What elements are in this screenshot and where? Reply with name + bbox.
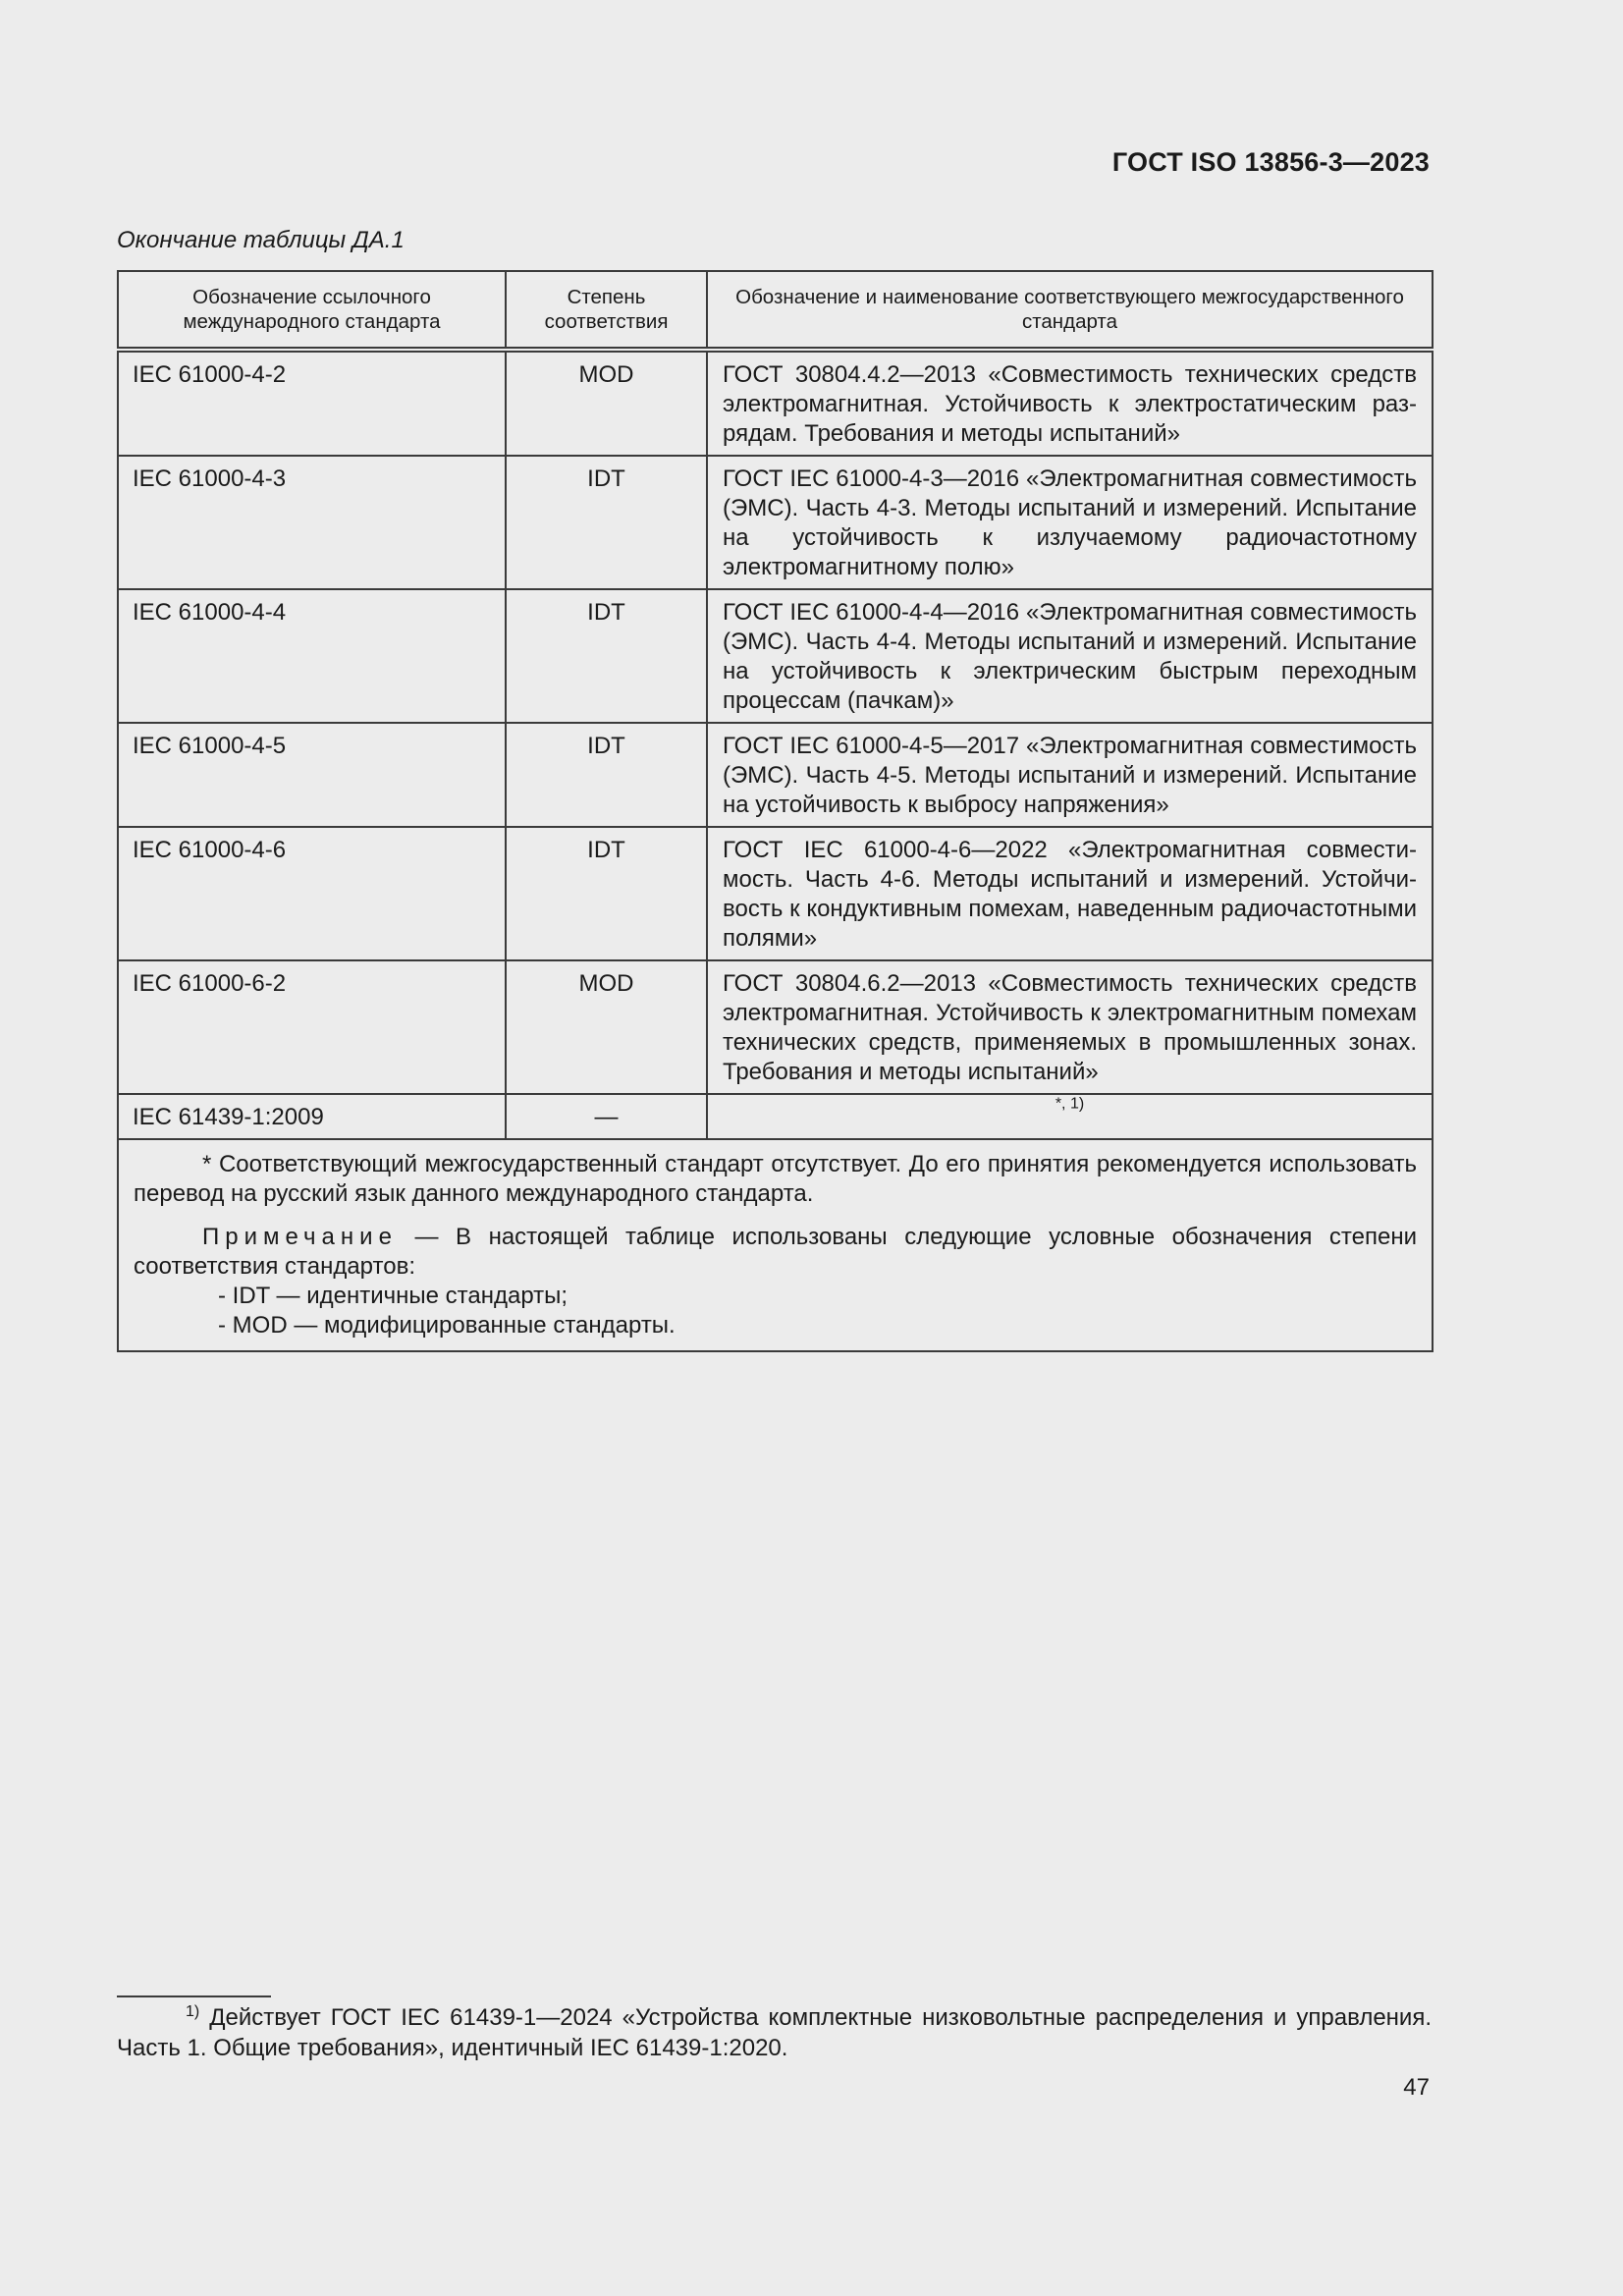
table-notes	[118, 1139, 1433, 1351]
interstate-standard-name: ГОСТ IEC 61000-4-3—2016 «Электромагнитная совместимость (ЭМС). Часть 4-3. Методы испытаний и измерений. Испытание на устойчивость к излучаемому радиочастотному электромагнитному полю»	[707, 456, 1433, 589]
reference-standard-code: IEC 61000-6-2	[118, 960, 506, 1094]
table-header-row	[118, 271, 1433, 350]
reference-standard-code: IEC 61000-4-3	[118, 456, 506, 589]
reference-standard-code: IEC 61000-4-2	[118, 350, 506, 456]
table-row	[118, 1094, 1433, 1139]
table-row	[118, 723, 1433, 827]
note-list-item: - MOD — модифицированные стандарты.	[218, 1312, 676, 1339]
degree-value: IDT	[506, 827, 707, 960]
footnote-text: Действует ГОСТ IEC 61439-1—2024 «Устройства комплектные низковольтные распределения и управления. Часть 1. Общие требования», идентичный IEC 61439-1:2020.	[117, 2004, 1432, 2061]
note-text: — В настоящей таблице использованы следующие условные обозначения степени соответствия стандартов:	[134, 1224, 1417, 1280]
reference-standard-code: IEC 61000-4-5	[118, 723, 506, 827]
note-label: Примечание	[202, 1224, 398, 1250]
column-header-degree: Степень соответствия	[506, 271, 707, 350]
interstate-standard-name: ГОСТ 30804.4.2—2013 «Совместимость технических средств электромагнитная. Устойчивость к электростатическим разрядам. Требования и методы испытаний»	[707, 350, 1433, 456]
reference-standard-code: IEC 61439-1:2009	[118, 1094, 506, 1139]
footnote-marker-cell	[707, 1094, 1433, 1139]
degree-value: MOD	[506, 960, 707, 1094]
footnote	[117, 2002, 1432, 2063]
table-row	[118, 350, 1433, 456]
interstate-standard-name: ГОСТ 30804.6.2—2013 «Совместимость технических средств электромагнитная. Устойчивость к электромагнитным помехам технических средств, применяемых в промышленных зонах. Требования и методы испытаний»	[707, 960, 1433, 1094]
degree-value: IDT	[506, 456, 707, 589]
degree-value: MOD	[506, 350, 707, 456]
interstate-standard-name: ГОСТ IEC 61000-4-5—2017 «Электромагнитная совместимость (ЭМС). Часть 4-5. Методы испытаний и измерений. Испытание на устойчивость к выбросу напряжения»	[707, 723, 1433, 827]
footnote-number: 1)	[186, 2003, 200, 2020]
table-caption: Окончание таблицы ДА.1	[117, 227, 405, 253]
interstate-standard-name: ГОСТ IEC 61000-4-4—2016 «Электромагнитная совместимость (ЭМС). Часть 4-4. Методы испытаний и измерений. Испытание на устойчивость к электрическим быстрым переходным процессам (пачкам)»	[707, 589, 1433, 723]
asterisk-note: * Соответствующий межгосударственный стандарт отсутствует. До его принятия рекомендуется использовать перевод на русский язык данного международного стандарта.	[134, 1151, 1417, 1207]
degree-value: —	[506, 1094, 707, 1139]
standards-table	[117, 270, 1434, 1352]
footnote-marker: *, 1)	[1055, 1095, 1085, 1113]
column-header-reference-standard: Обозначение ссылочного международного стандарта	[118, 271, 506, 350]
table-row	[118, 589, 1433, 723]
table-row	[118, 960, 1433, 1094]
table-row	[118, 456, 1433, 589]
column-header-interstate-standard: Обозначение и наименование соответствующего межгосударственного стандарта	[707, 271, 1433, 350]
interstate-standard-name: ГОСТ IEC 61000-4-6—2022 «Электромагнитная совместимость. Часть 4-6. Методы испытаний и измерений. Устойчивость к кондуктивным помехам, наведенным радиочастотными полями»	[707, 827, 1433, 960]
reference-standard-code: IEC 61000-4-6	[118, 827, 506, 960]
table-note	[134, 1223, 1417, 1282]
document-number: ГОСТ ISO 13856-3—2023	[1111, 147, 1430, 177]
footnote-separator	[117, 1995, 271, 1997]
degree-value: IDT	[506, 589, 707, 723]
table-row	[118, 827, 1433, 960]
degree-value: IDT	[506, 723, 707, 827]
page-number: 47	[1403, 2074, 1430, 2101]
note-list-item: - IDT — идентичные стандарты;	[218, 1283, 568, 1309]
notes-row	[118, 1139, 1433, 1351]
reference-standard-code: IEC 61000-4-4	[118, 589, 506, 723]
